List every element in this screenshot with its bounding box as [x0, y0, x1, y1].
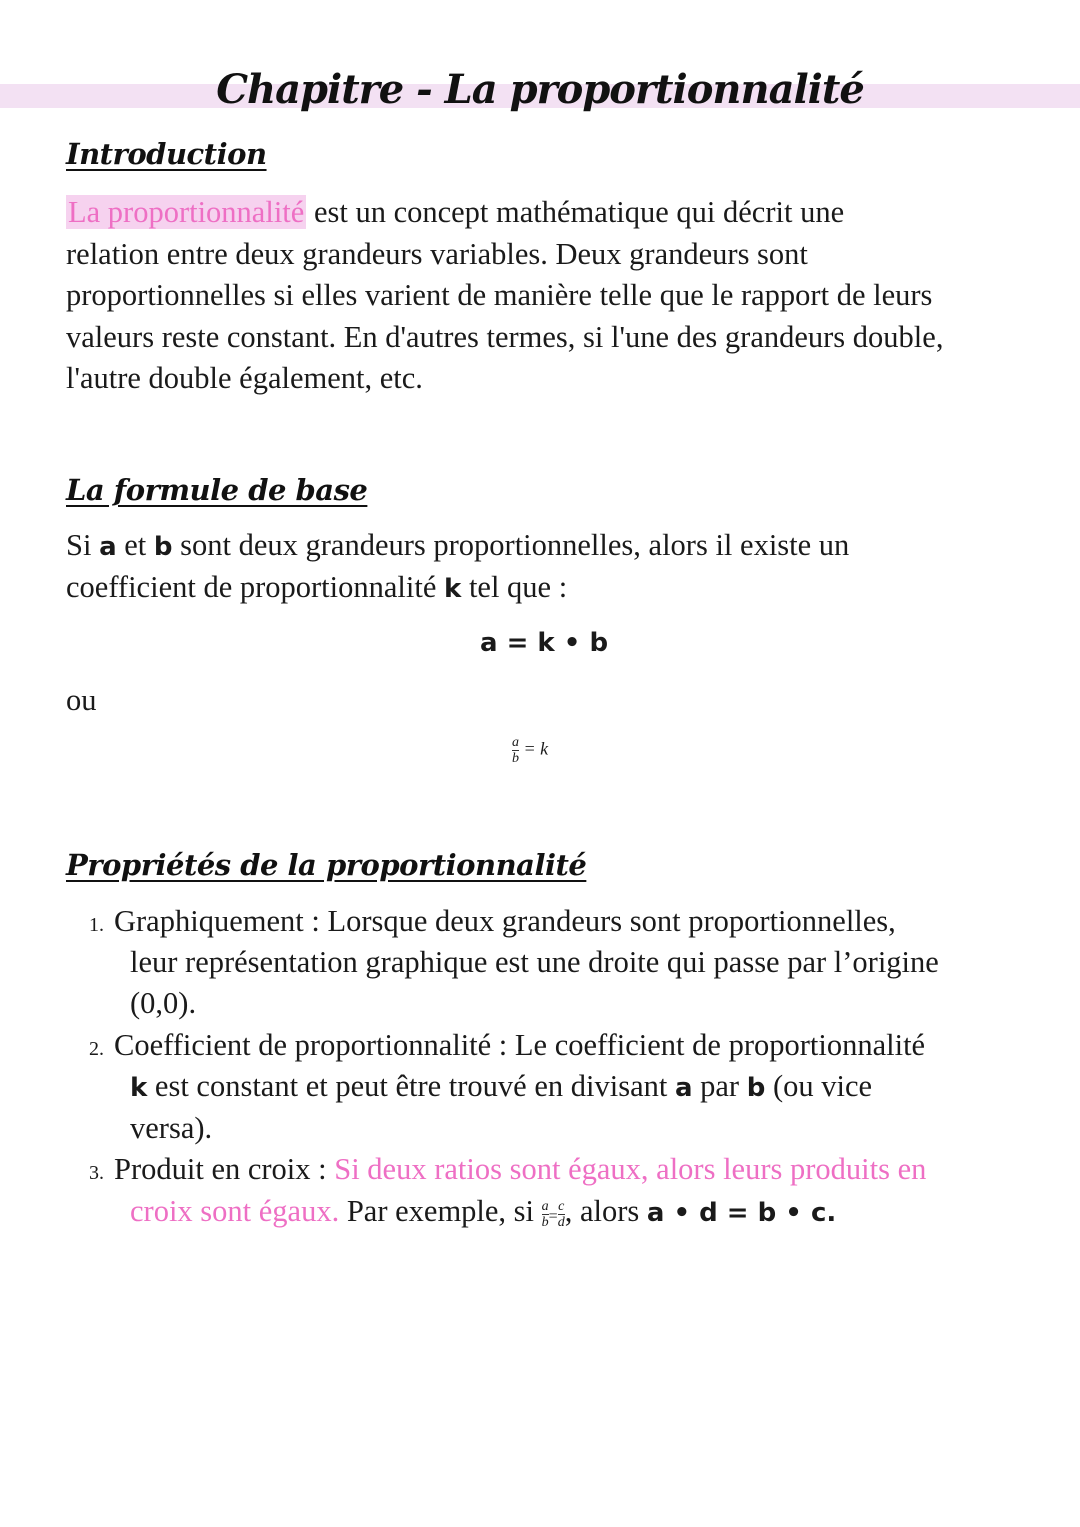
list-item-1	[40, 904, 896, 939]
intro-line-5: l'autre double également, etc.	[66, 361, 423, 395]
list-item-1-line-2: leur représentation graphique est une droite qui passe par l’origine	[130, 945, 939, 979]
numerator: a	[541, 1198, 549, 1214]
text: = k	[519, 738, 549, 759]
text: Produit en croix :	[114, 1152, 335, 1186]
var-k: k	[130, 1073, 148, 1103]
var-a: a	[99, 532, 117, 562]
text: est un concept mathématique qui décrit une	[306, 195, 845, 229]
denominator: b	[512, 751, 519, 766]
text: coefficient de proportionnalité	[66, 570, 445, 604]
list-item-1-line-3: (0,0).	[130, 986, 197, 1020]
text: sont deux grandeurs proportionnelles, alors il existe un	[172, 528, 850, 562]
pink-text: croix sont égaux.	[130, 1194, 340, 1228]
text: par	[692, 1069, 747, 1103]
text: (ou vice	[765, 1069, 873, 1103]
intro-line-2: relation entre deux grandeurs variables. Deux grandeurs sont	[66, 237, 808, 271]
list-item-2-line-3: versa).	[130, 1111, 213, 1145]
list-item-3-line-2	[130, 1194, 836, 1230]
text: Par exemple, si	[339, 1194, 542, 1228]
equation-result: a • d = b • c.	[646, 1198, 837, 1228]
equation-a-equals-kb: a = k • b	[480, 628, 609, 658]
text: et	[116, 528, 154, 562]
text: Si	[66, 528, 100, 562]
list-item-2	[40, 1028, 925, 1063]
numerator: c	[558, 1198, 565, 1214]
heading-formula: La formule de base	[66, 473, 368, 507]
formula-line-2	[66, 570, 567, 605]
text-ou: ou	[66, 683, 97, 717]
text: Coefficient de proportionnalité : Le coefficient de proportionnalité	[114, 1028, 926, 1062]
pink-text: Si deux ratios sont égaux, alors leurs produits en	[334, 1152, 927, 1186]
highlighted-term: La proportionnalité	[68, 195, 305, 229]
var-a: a	[674, 1073, 693, 1103]
intro-line-3: proportionnelles si elles varient de manière telle que le rapport de leurs	[66, 278, 933, 312]
denominator: b	[541, 1214, 549, 1230]
text: tel que :	[461, 570, 568, 604]
formula-line-1	[66, 528, 849, 563]
var-b: b	[153, 532, 173, 562]
intro-line-4: valeurs reste constant. En d'autres termes, si l'une des grandeurs double,	[66, 320, 944, 354]
numerator: a	[512, 735, 519, 750]
fraction-a-b	[542, 1199, 549, 1230]
page-title: Chapitre - La proportionnalité	[216, 66, 864, 113]
intro-line-1	[66, 195, 844, 230]
fraction-c-d	[558, 1199, 565, 1230]
denominator: d	[557, 1214, 565, 1230]
list-number: 3.	[89, 1162, 104, 1184]
heading-introduction: Introduction	[66, 137, 267, 171]
text: Graphiquement : Lorsque deux grandeurs sont proportionnelles,	[114, 904, 896, 938]
list-item-3	[40, 1152, 926, 1187]
text: est constant et peut être trouvé en divisant	[147, 1069, 675, 1103]
list-item-2-line-2	[130, 1069, 872, 1104]
heading-properties: Propriétés de la proportionnalité	[66, 848, 587, 882]
list-number: 1.	[89, 914, 104, 936]
var-k: k	[444, 574, 462, 604]
list-number: 2.	[89, 1038, 104, 1060]
text: , alors	[564, 1194, 647, 1228]
equals: =	[548, 1208, 558, 1225]
equation-a-over-b	[512, 735, 548, 766]
var-b: b	[746, 1073, 766, 1103]
